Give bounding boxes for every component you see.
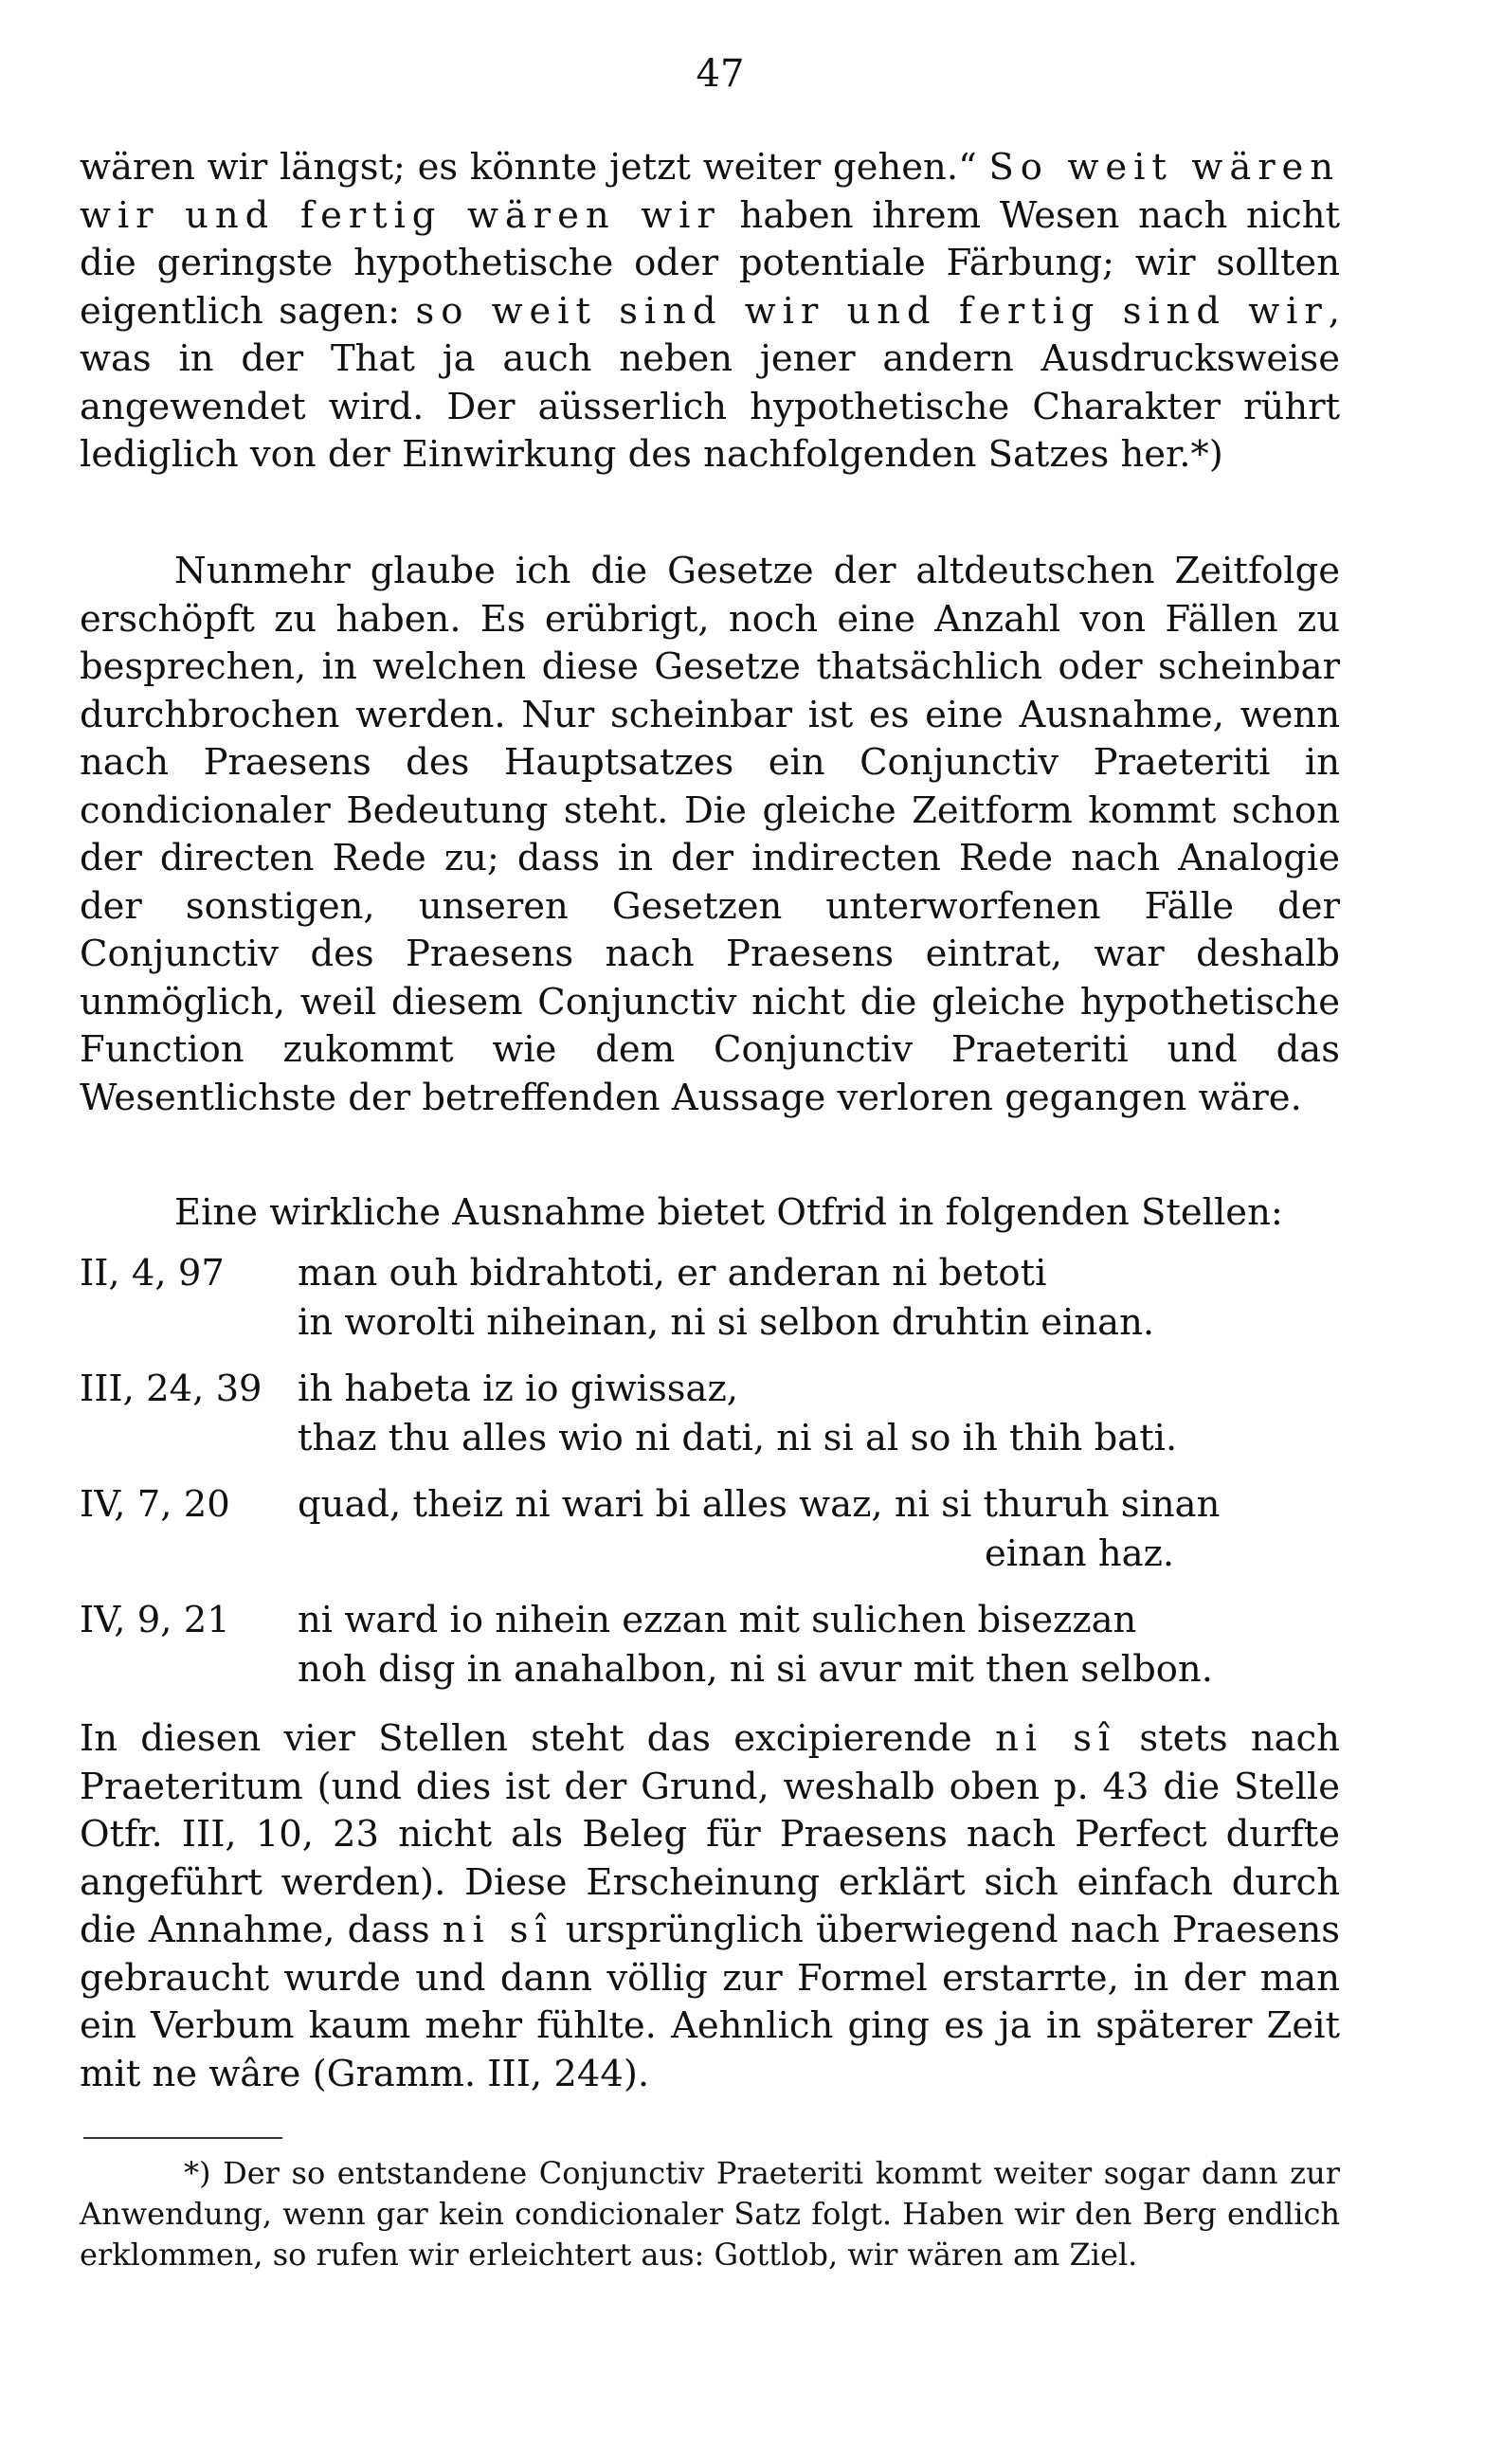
paragraph-text-segment: ursprünglich überwiegend nach Praesens gebraucht wurde und dann völlig zur Formel erstarrte, in der man ein Verbum kaum mehr fühlte. Aehnlich ging es ja in späterer Zeit mit ne wâre (Gramm. III, 244). [80,1909,1340,2095]
spaced-emphasis: So weit wären wir und fertig wären wir [80,146,1340,237]
citation-line: noh disg in anahalbon, ni si avur mit then selbon. [298,1648,1213,1691]
citation-line: quad, theiz ni wari bi alles waz, ni si thuruh sinan [298,1483,1221,1526]
citation-line: einan haz. [985,1532,1175,1575]
paragraph-ausnahme-intro: Eine wirkliche Ausnahme bietet Otfrid in folgenden Stellen: [174,1191,1283,1234]
citation-reference: IV, 7, 20 [80,1483,230,1526]
footnote: *) Der so entstandene Conjunctiv Praeteriti kommt weiter sogar dann zur Anwendung, wenn gar kein condicionaler Satz folgt. Haben wir den Berg endlich erklommen, so rufen wir erleichtert aus: Gottlob, wir wären am Ziel. [80,2155,1340,2273]
spaced-emphasis: so weit sind wir und fertig sind wir [415,289,1329,333]
paragraph-zeitfolge: Nunmehr glaube ich die Gesetze der altdeutschen Zeitfolge erschöpft zu haben. Es erübrigt, noch eine Anzahl von Fällen zu besprechen, in welchen diese Gesetze thatsächlich oder scheinbar durchbrochen werden. Nur scheinbar ist es eine Ausnahme, wenn nach Praesens des Hauptsatzes ein Conjunctiv Praeteriti in condicionaler Bedeutung steht. Die gleiche Zeitform kommt schon der directen Rede zu; dass in der indirecten Rede nach Analogie der sonstigen, unseren Gesetzen unterworfenen Fälle der Conjunctiv des Praesens nach Praesens eintrat, war deshalb unmöglich, weil diesem Conjunctiv nicht die gleiche hypothetische Function zukommt wie dem Conjunctiv Praeteriti und das Wesentlichste der betreffenden Aussage verloren gegangen wäre. [80,550,1340,1119]
citation-reference: II, 4, 97 [80,1252,225,1295]
citation-line: ni ward io nihein ezzan mit sulichen bisezzan [298,1599,1137,1641]
paragraph-text-segment: haben ihrem Wesen nach nicht die geringste hypothetische oder potentiale Färbung; wir sollten eigentlich sagen: [80,193,1340,333]
paragraph-ni-si [80,1715,1340,2098]
citation-item [80,1596,1340,1694]
citation-line: thaz thu alles wio ni dati, ni si al so ih thih bati. [298,1417,1178,1459]
otfrid-citations [80,1249,1340,1712]
citation-item [80,1365,1340,1463]
citation-item [80,1249,1340,1348]
page-number: 47 [696,52,745,96]
paragraph-continuation [80,144,1340,480]
citation-line: man ouh bidrahtoti, er anderan ni betoti [298,1252,1047,1295]
spaced-emphasis: ni sî [995,1717,1117,1760]
paragraph-text-segment: stets nach Praeteritum (und dies ist der Grund, weshalb oben p. 43 die Stelle Otfr. III, 10, 23 nicht als Beleg für Praesens nach Perfect durfte angeführt werden). Diese Erscheinung erklärt sich einfach durch die Annahme, dass [80,1717,1340,1951]
footnote-divider [83,2137,282,2139]
citation-reference: IV, 9, 21 [80,1599,230,1641]
citation-item [80,1480,1340,1579]
spaced-emphasis: ni sî [442,1909,553,1951]
paragraph-text-segment: In diesen vier Stellen steht das excipierende [80,1717,996,1760]
citation-line: ih habeta iz io giwissaz, [298,1368,738,1410]
citation-line: in worolti niheinan, ni si selbon druhtin einan. [298,1301,1155,1344]
paragraph-text-segment: wären wir längst; es könnte jetzt weiter gehen.“ [80,146,989,189]
citation-reference: III, 24, 39 [80,1368,262,1410]
paragraph-text-segment: , was in der That ja auch neben jener andern Ausdrucksweise angewendet wird. Der aüsserlich hypothetische Charakter rührt lediglich von der Einwirkung des nachfolgenden Satzes her.*) [80,289,1340,476]
